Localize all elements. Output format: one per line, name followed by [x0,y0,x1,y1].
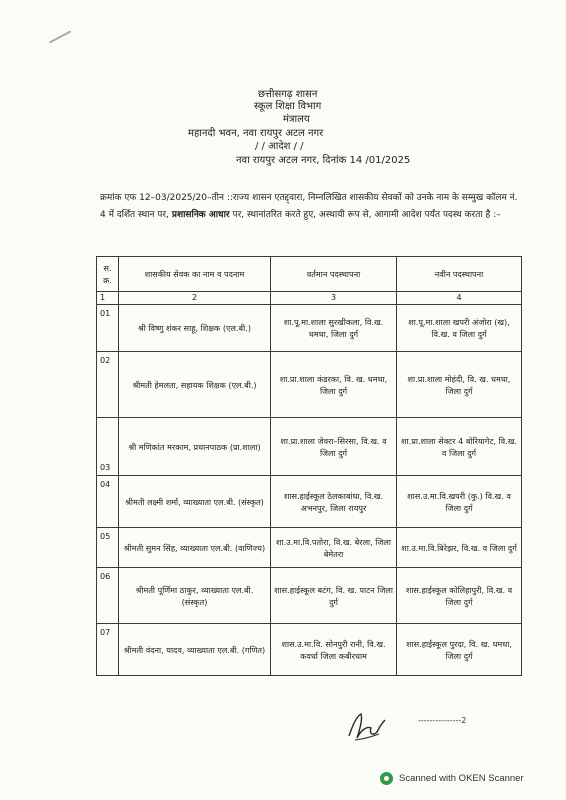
employee-name: श्रीमती सुमन सिंह, व्याख्याता एल.बी. (वाणिज्य) [119,528,271,568]
place-date: नवा रायपुर अटल नगर, दिनांक 14 /01/2025 [236,155,411,166]
page-continuation: ---------------2 [418,716,467,725]
serial-number: 07 [97,624,119,676]
serial-number: 04 [97,476,119,528]
current-posting: शा.उ.मा.वि.पतोरा, वि.ख. बेरला, जिला बेमेतरा [271,528,397,568]
header-current-posting: वर्तमान पदस्थापना [271,257,397,292]
employee-name: श्रीमती पूर्णिमा ठाकुर, व्याख्याता एल.बी. (संस्कृत) [119,568,271,624]
intro-text-1: क्रमांक एफ 12–03/2025/20–तीन ::राज्य शासन एतद्द्वारा, निम्नलिखित शासकीय सेवकों को उनके नाम के सम्मुख कॉलम नं. 4 में दर्शित स्थान पर, [100,193,518,220]
column-number: 4 [397,292,522,305]
table-row [97,418,522,476]
order-title: / / आदेश / / [255,141,304,152]
header-new-posting: नवीन पदस्थापना [397,257,522,292]
department-name: स्कूल शिक्षा विभाग [254,101,322,112]
new-posting: शा.प्रा.शाला सेक्टर 4 बोरियागेट, वि.ख. व जिला दुर्ग [397,418,522,476]
serial-number: 03 [97,418,119,476]
intro-text-bold: प्रशासनिक आधार [171,210,230,220]
serial-number: 06 [97,568,119,624]
employee-name: श्रीमती हेमलता, सहायक शिक्षक (एल.बी.) [119,352,271,418]
intro-text-2: पर, स्थानांतरित करते हुए, अस्थायी रूप से, आगामी आदेश पर्यंत पदस्थ करता है :– [229,210,501,220]
new-posting: शा.पू.मा.शाला खपरी अंजोरा (ख), वि.ख. व जिला दुर्ग [397,305,522,352]
serial-number: 01 [97,305,119,352]
serial-number: 02 [97,352,119,418]
order-intro [100,190,520,224]
new-posting: शास.हाईस्कूल कोलिहापुरी, वि.ख. व जिला दुर्ग [397,568,522,624]
ministry-name: मंत्रालय [283,114,310,125]
serial-number: 05 [97,528,119,568]
header-serial: स. क्र. [97,257,119,292]
column-number: 3 [271,292,397,305]
current-posting: शास.हाईस्कूल बटंग, वि. ख. पाटन जिला दुर्ग [271,568,397,624]
transfer-table [96,256,522,676]
column-number: 2 [119,292,271,305]
scanner-watermark [380,768,524,788]
header-name: शासकीय सेवक का नाम व पदनाम [119,257,271,292]
table-row [97,476,522,528]
column-number: 1 [97,292,119,305]
government-name: छत्तीसगढ़ शासन [258,89,318,100]
current-posting: शा.प्रा.शाला जेवरा–सिरसा, वि.ख. व जिला दुर्ग [271,418,397,476]
column-number-row [97,292,522,305]
table-row [97,528,522,568]
employee-name: श्री मणिकांत मरकाम, प्रधानपाठक (प्रा.शाला) [119,418,271,476]
current-posting: शा.पू.मा.शाला सुरखीकला, वि.ख. धमधा, जिला दुर्ग [271,305,397,352]
signature [345,706,389,750]
employee-name: श्री विष्णु शंकर साहू, शिक्षक (एल.बी.) [119,305,271,352]
new-posting: शास.उ.मा.वि.खपरी (कु.) वि.ख. व जिला दुर्ग [397,476,522,528]
office-address: महानदी भवन, नवा रायपुर अटल नगर [188,128,324,139]
table-row [97,568,522,624]
table-row [97,305,522,352]
employee-name: श्रीमती लक्ष्मी शर्मा, व्याख्याता एल.बी. (संस्कृत) [119,476,271,528]
pen-mark [49,30,71,43]
new-posting: शा.उ.मा.वि.बिरेझर, वि.ख. व जिला दुर्ग [397,528,522,568]
current-posting: शा.प्रा.शाला कंडरका, वि. ख. धमधा, जिला दुर्ग [271,352,397,418]
table-row [97,624,522,676]
scanner-logo-icon [380,772,393,785]
table-header-row [97,257,522,292]
current-posting: शास.उ.मा.वि. सोनपुरी रानी, वि.ख. कवर्धा जिला कबीरधाम [271,624,397,676]
scanner-text: Scanned with OKEN Scanner [399,772,524,784]
table-row [97,352,522,418]
new-posting: शा.प्रा.शाला मोहंदी, वि. ख. धमधा, जिला दुर्ग [397,352,522,418]
employee-name: श्रीमती वंदना, यादव, व्याख्याता एल.बी. (गणित) [119,624,271,676]
current-posting: शास.हाईस्कूल ठेलकाबांधा, वि.ख. अभनपुर, जिला रायपुर [271,476,397,528]
new-posting: शास.हाईस्कूल पुरदा, वि. ख. धमधा, जिला दुर्ग [397,624,522,676]
